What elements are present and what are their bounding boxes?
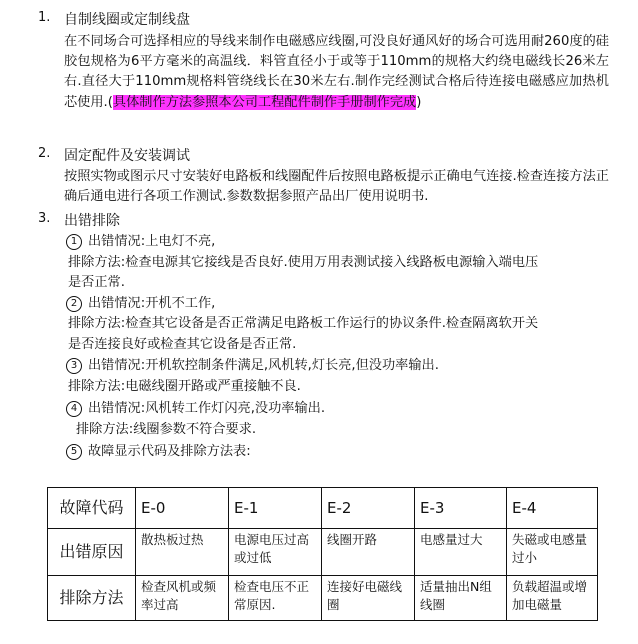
item-2-fix-cont: 是否连接良好或检查其它设备是否正常. [68,337,297,352]
item-2-situation-text: 出错情况:开机不工作, [88,296,216,311]
item-3-situation [66,354,439,374]
cause-e0: 散热板过热 [136,529,229,576]
section-1-text: 在不同场合可选择相应的导线来制作电磁感应线圈,可没良好通风好的场合可选用耐260度的硅胶包规格为6平方毫米的高温线．料管直径小于或等于110mm的规格大约绕电磁线长26米左右.直径大于110mm规格料管绕线长在30米左右.制作完经测试合格后待连接电磁感应加热机芯使用.( [64,34,609,110]
item-1-situation [66,230,215,250]
section-1-title: 自制线圈或定制线盘 [64,12,190,28]
code-e1: E-1 [229,488,322,529]
section-1-tail: ) [416,94,422,110]
section-3-title: 出错排除 [64,213,120,229]
fix-e1: 检查电压不正常原因. [229,576,322,621]
circled-1-icon: 1 [66,234,82,250]
fault-code-table [47,487,598,621]
row-label-fix: 排除方法 [48,576,136,621]
item-4-situation [66,397,325,417]
item-5-situation-text: 故障显示代码及排除方法表: [88,444,251,459]
item-4-fix: 排除方法:线圈参数不符合要求. [76,422,257,437]
item-4-situation-text: 出错情况:风机转工作灯闪亮,没功率输出. [88,401,326,416]
table-row-codes [48,488,598,529]
row-label-cause: 出错原因 [48,529,136,576]
cause-e1: 电源电压过高或过低 [229,529,322,576]
cause-e2: 线圈开路 [322,529,415,576]
section-3-number: 3. [38,211,51,226]
fix-e3: 适量抽出N组线圈 [415,576,507,621]
section-2-body: 按照实物或图示尺寸安装好电路板和线圈配件后按照电路板提示正确电气连接.检查连接方法正确后通电进行各项工作测试.参数数据参照产品出厂使用说明书. [64,169,609,205]
circled-5-icon: 5 [66,444,82,460]
circled-3-icon: 3 [66,358,82,374]
item-3-situation-text: 出错情况:开机软控制条件满足,风机转,灯长亮,但没功率输出. [88,358,439,373]
item-2-situation [66,292,215,312]
cause-e4: 失磁或电感量过小 [507,529,598,576]
section-1-body [64,32,609,113]
item-2-fix: 排除方法:检查其它设备是否正常满足电路板工作运行的协议条件.检查隔离软开关 [68,316,539,331]
table-row-fixes [48,576,598,621]
item-5-situation [66,440,251,460]
fix-e0: 检查风机或频率过高 [136,576,229,621]
code-e3: E-3 [415,488,507,529]
code-e2: E-2 [322,488,415,529]
code-e0: E-0 [136,488,229,529]
circled-2-icon: 2 [66,296,82,312]
item-1-fix: 排除方法:检查电源其它接线是否良好.使用万用表测试接入线路板电源输入端电压 [68,255,539,270]
item-1-fix-cont: 是否正常. [68,275,125,290]
row-label-fault-code: 故障代码 [48,488,136,529]
section-1-number: 1. [38,10,51,25]
table-row-causes [48,529,598,576]
code-e4: E-4 [507,488,598,529]
section-2-title: 固定配件及安装调试 [64,148,190,164]
item-3-fix: 排除方法:电磁线圈开路或严重接触不良. [68,379,301,394]
circled-4-icon: 4 [66,401,82,417]
section-2-number: 2. [38,146,51,161]
fix-e4: 负载超温或增加电磁量 [507,576,598,621]
item-1-situation-text: 出错情况:上电灯不亮, [88,234,216,249]
fix-e2: 连接好电磁线圈 [322,576,415,621]
cause-e3: 电感量过大 [415,529,507,576]
section-1-highlight: 具体制作方法参照本公司工程配件制作手册制作完成 [112,94,417,110]
